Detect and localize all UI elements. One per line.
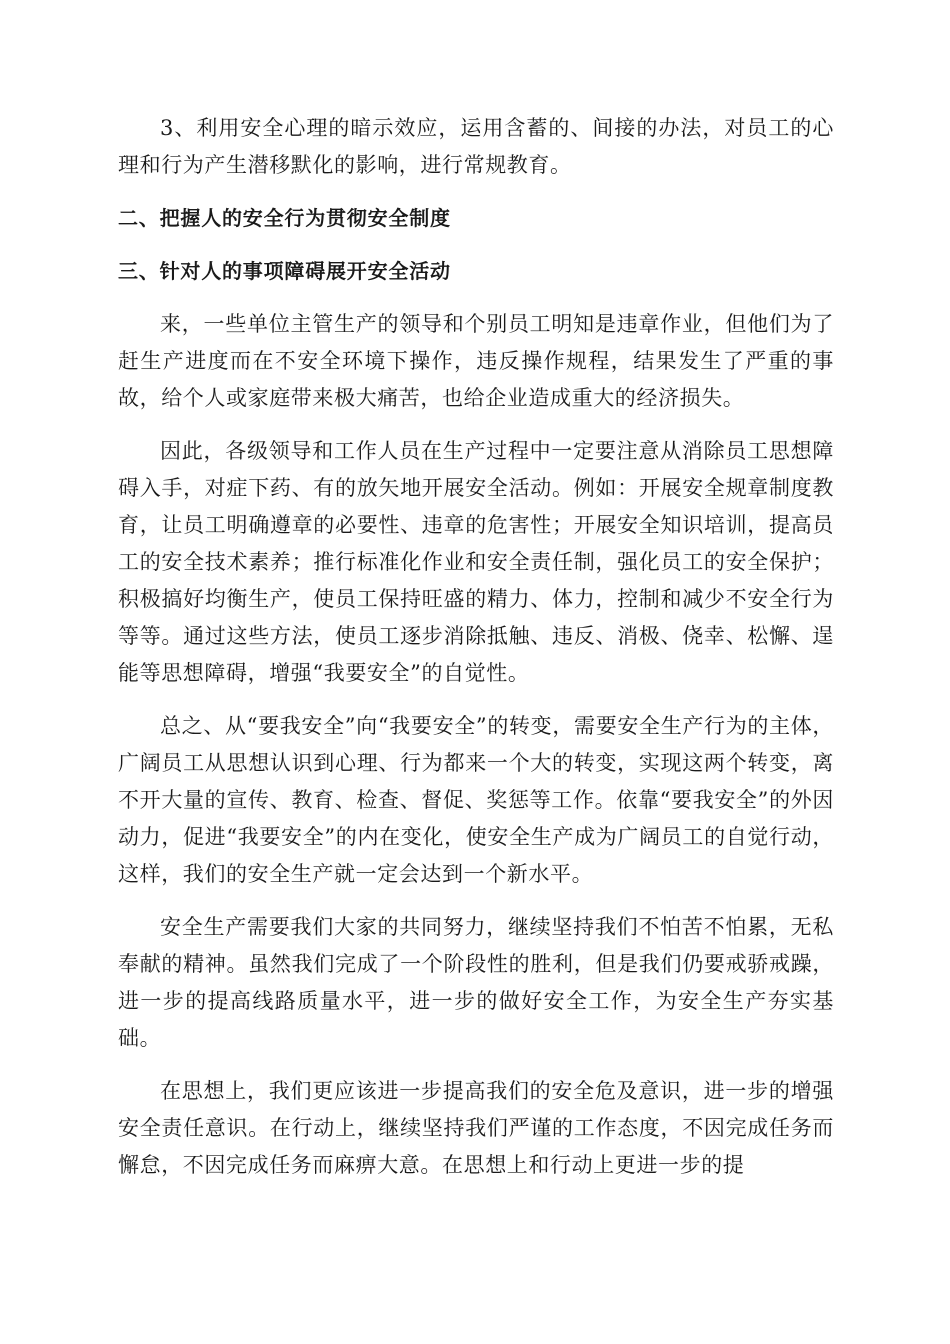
section-heading-3: 三、针对人的事项障碍展开安全活动 xyxy=(118,259,451,283)
paragraph-awareness: 在思想上，我们更应该进一步提高我们的安全危及意识，进一步的增强安全责任意识。在行动上，继续坚持我们严谨的工作态度，不因完成任务而懈怠，不因完成任务而麻痹大意。在思想上和行动上更进一步的提 xyxy=(118,1079,834,1177)
paragraph-safety-activities: 因此，各级领导和工作人员在生产过程中一定要注意从消除员工思想障碍入手，对症下药、有的放矢地开展安全活动。例如：开展安全规章制度教育，让员工明确遵章的必要性、违章的危害性；开展安全知识培训，提高员工的安全技术素养；推行标准化作业和安全责任制，强化员工的安全保护；积极搞好均衡生产，使员工保持旺盛的精力、体力，控制和减少不安全行为等等。通过这些方法，使员工逐步消除抵触、违反、消极、侥幸、松懈、逞能等思想障碍，增强“我要安全”的自觉性。 xyxy=(118,439,834,685)
section-heading-2: 二、把握人的安全行为贯彻安全制度 xyxy=(118,206,451,230)
paragraph-item-3: 3、利用安全心理的暗示效应，运用含蓄的、间接的办法，对员工的心理和行为产生潜移默化的影响，进行常规教育。 xyxy=(118,116,834,177)
paragraph-conclusion: 总之、从“要我安全”向“我要安全”的转变，需要安全生产行为的主体，广阔员工从思想认识到心理、行为都来一个大的转变，实现这两个转变，离不开大量的宣传、教育、检查、督促、奖惩等工作。依靠“要我安全”的外因动力，促进“我要安全”的内在变化，使安全生产成为广阔员工的自觉行动，这样，我们的安全生产就一定会达到一个新水平。 xyxy=(118,714,834,886)
paragraph-joint-effort: 安全生产需要我们大家的共同努力，继续坚持我们不怕苦不怕累，无私奉献的精神。虽然我们完成了一个阶段性的胜利，但是我们仍要戒骄戒躁，进一步的提高线路质量水平，进一步的做好安全工作，为安全生产夯实基础。 xyxy=(118,915,834,1050)
paragraph-violation-consequences: 来，一些单位主管生产的领导和个别员工明知是违章作业，但他们为了赶生产进度而在不安全环境下操作，违反操作规程，结果发生了严重的事故，给个人或家庭带来极大痛苦，也给企业造成重大的经济损失。 xyxy=(118,312,834,410)
document-body xyxy=(118,110,834,1200)
